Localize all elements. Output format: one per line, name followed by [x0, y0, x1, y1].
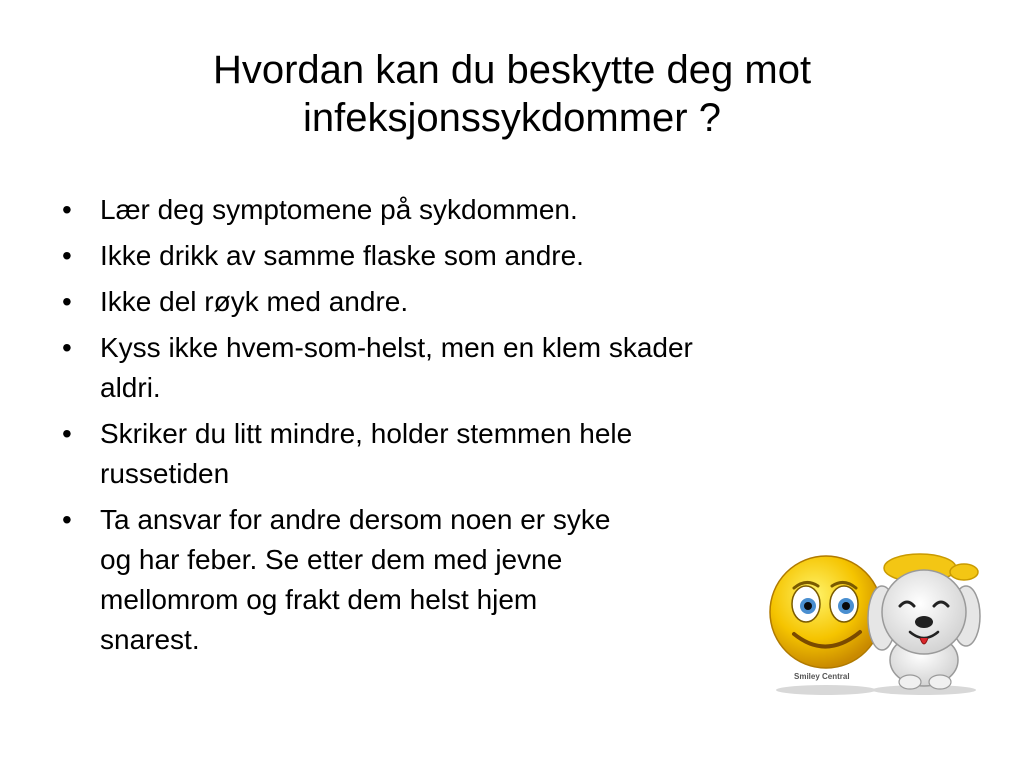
bullet-marker: •: [62, 286, 72, 317]
title-line: infeksjonssykdommer ?: [303, 96, 721, 140]
bullet-item: [56, 190, 856, 230]
bullet-item: [56, 282, 856, 322]
brand-logo-text: Smiley Central: [794, 672, 850, 681]
bullet-item: [56, 500, 740, 660]
slide-title: [100, 46, 924, 142]
bullet-marker: •: [62, 240, 72, 271]
title-line: Hvordan kan du beskytte deg mot: [212, 48, 812, 92]
bullet-marker: •: [62, 194, 72, 225]
bullet-text: aldri.: [100, 372, 161, 403]
bullet-text: og har feber. Se etter dem med jevne: [100, 544, 563, 575]
bullet-text: Ta ansvar for andre dersom noen er syke: [100, 504, 611, 535]
bullet-text: mellomrom og frakt dem helst hjem: [100, 584, 538, 615]
bullet-marker: •: [62, 504, 72, 535]
bullet-item: [56, 236, 856, 276]
bullet-text: Kyss ikke hvem-som-helst, men en klem skader: [100, 332, 693, 363]
bullet-text: Skriker du litt mindre, holder stemmen hele: [100, 418, 633, 449]
bullet-text: russetiden: [100, 458, 230, 489]
bullet-text: Ikke del røyk med andre.: [100, 286, 409, 317]
bullet-text: Ikke drikk av samme flaske som andre.: [100, 240, 584, 271]
bullet-marker: •: [62, 332, 72, 363]
bullet-item: [56, 328, 856, 408]
bullet-list: [56, 190, 856, 666]
bullet-text: snarest.: [100, 624, 200, 655]
bullet-item: [56, 414, 856, 494]
bullet-text: Lær deg symptomene på sykdommen.: [100, 194, 578, 225]
white-dog-icon: [868, 554, 980, 695]
bullet-marker: •: [62, 418, 72, 449]
